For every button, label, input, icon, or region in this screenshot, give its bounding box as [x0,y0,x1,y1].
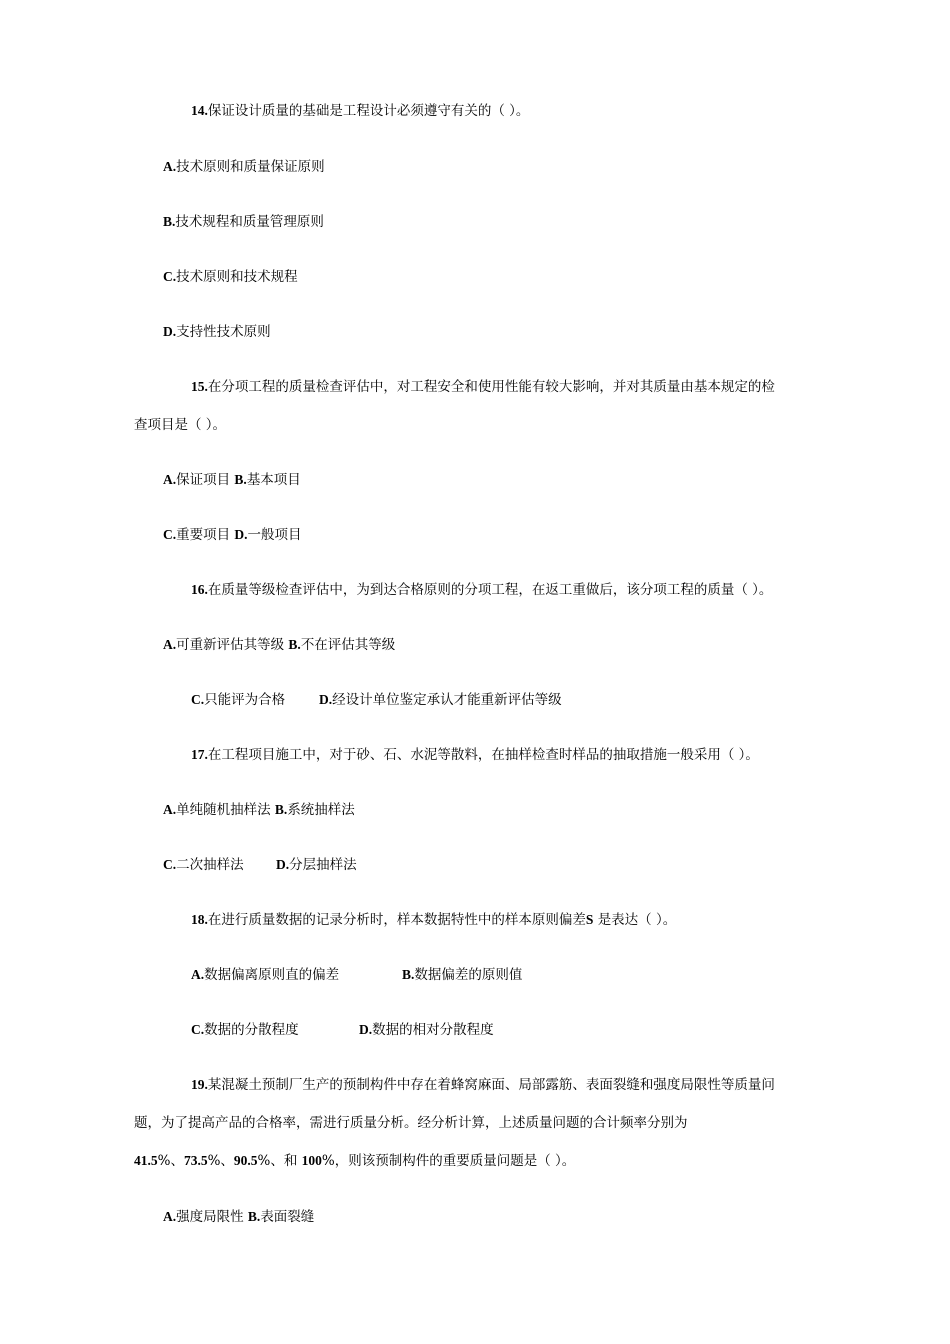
question-15-options-ab: A.保证项目 B.基本项目 [163,472,301,488]
question-15-stem-continued: 查项目是（ ）。 [134,417,227,433]
question-18-option-d: D.数据的相对分散程度 [359,1022,494,1038]
question-14-option-d: D.支持性技术原则 [163,324,271,340]
question-16-option-d: D.经设计单位鉴定承认才能重新评估等级 [319,692,562,708]
question-17-options-ab: A.单纯随机抽样法 B.系统抽样法 [163,802,355,818]
question-16-option-c: C.只能评为合格 [191,692,286,708]
question-14-stem: 14.保证设计质量的基础是工程设计必须遵守有关的（ ）。 [191,103,530,119]
question-16-options-ab: A.可重新评估其等级 B.不在评估其等级 [163,637,396,653]
question-19-stem-line-2: 题，为了提高产品的合格率，需进行质量分析。经分析计算，上述质量问题的合计频率分别为 [134,1115,688,1131]
question-14-option-c: C.技术原则和技术规程 [163,269,298,285]
question-16-stem: 16.在质量等级检查评估中，为到达合格原则的分项工程，在返工重做后，该分项工程的质量（ ）。 [191,582,773,598]
question-14-option-b: B.技术规程和质量管理原则 [163,214,324,230]
question-15-stem: 15.在分项工程的质量检查评估中，对工程安全和使用性能有较大影响，并对其质量由基本规定的检 [191,379,775,395]
question-19-stem-line-3: 41.5%、73.5%、90.5%、和 100%，则该预制构件的重要质量问题是（ ）。 [134,1153,576,1169]
question-18-option-c: C.数据的分散程度 [191,1022,299,1038]
question-19-options-ab: A.强度局限性 B.表面裂缝 [163,1209,315,1225]
question-18-stem: 18.在进行质量数据的记录分析时，样本数据特性中的样本原则偏差S 是表达（ ）。 [191,912,677,928]
question-17-option-d: D.分层抽样法 [276,857,357,873]
question-18-option-b: B.数据偏差的原则值 [402,967,523,983]
question-14-option-a: A.技术原则和质量保证原则 [163,159,325,175]
question-17-option-c: C.二次抽样法 [163,857,244,873]
question-18-option-a: A.数据偏离原则直的偏差 [191,967,340,983]
question-15-options-cd: C.重要项目 D.一般项目 [163,527,302,543]
question-17-stem: 17.在工程项目施工中，对于砂、石、水泥等散料，在抽样检查时样品的抽取措施一般采用（ ）。 [191,747,759,763]
question-19-stem: 19.某混凝土预制厂生产的预制构件中存在着蜂窝麻面、局部露筋、表面裂缝和强度局限性等质量问 [191,1077,775,1093]
